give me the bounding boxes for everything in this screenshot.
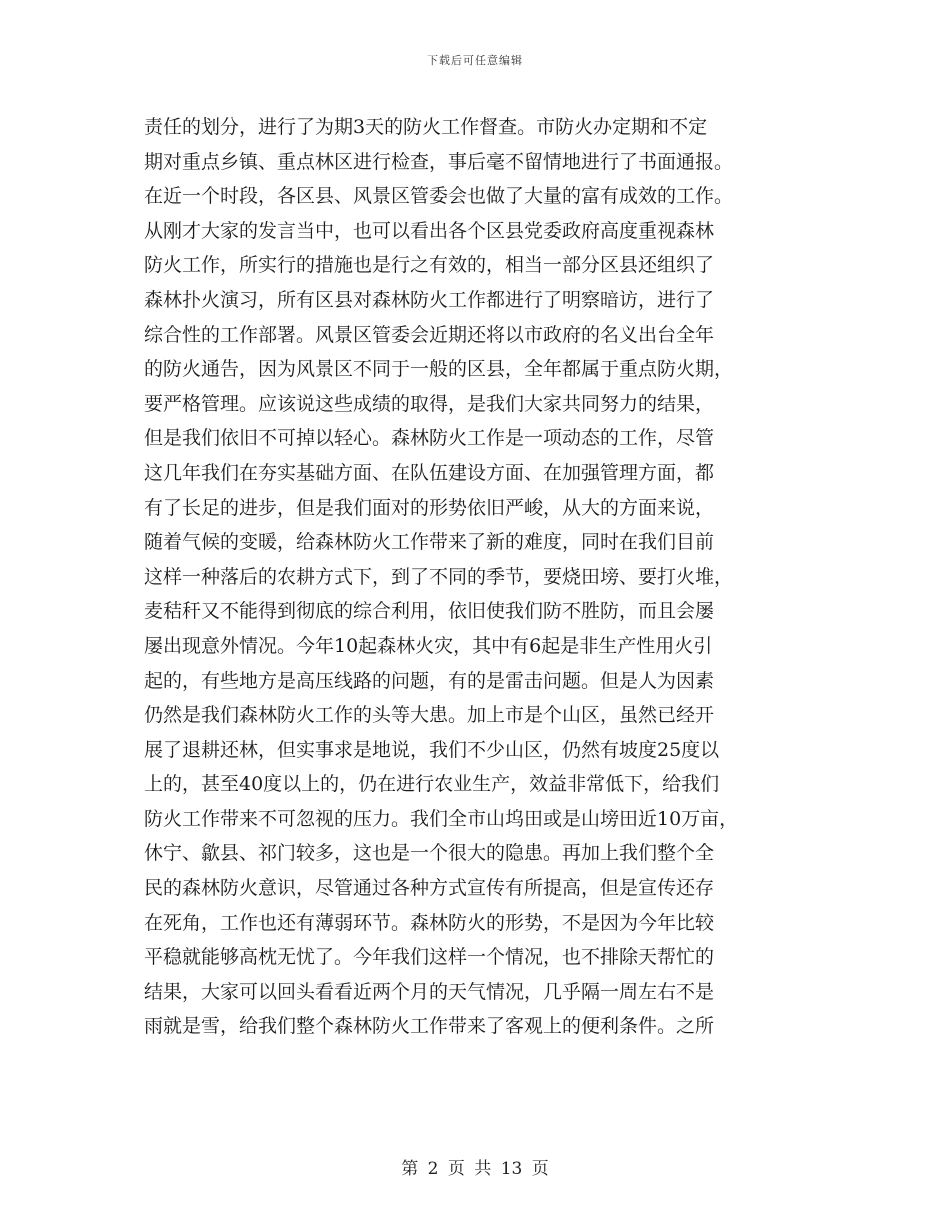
body-line: 休宁、歙县、祁门较多，这也是一个很大的隐患。再加上我们整个全: [144, 842, 715, 865]
page-number-footer: 第 2 页 共 13 页: [401, 1159, 549, 1179]
body-line: 结果，大家可以回头看看近两个月的天气情况，几乎隔一周左右不是: [144, 980, 715, 1003]
page-header: 下载后可任意编辑: [427, 54, 523, 67]
body-line: 随着气候的变暖，给森林防火工作带来了新的难度，同时在我们目前: [144, 531, 715, 554]
body-line: 仍然是我们森林防火工作的头等大患。加上市是个山区，虽然已经开: [144, 704, 715, 727]
body-line: 的防火通告，因为风景区不同于一般的区县，全年都属于重点防火期，: [144, 358, 734, 381]
body-line: 但是我们依旧不可掉以轻心。森林防火工作是一项动态的工作，尽管: [144, 427, 715, 450]
body-line: 麦秸秆又不能得到彻底的综合利用，依旧使我们防不胜防，而且会屡: [144, 600, 715, 623]
body-line: 这几年我们在夯实基础方面、在队伍建设方面、在加强管理方面，都: [144, 461, 715, 484]
body-line: 森林扑火演习，所有区县对森林防火工作都进行了明察暗访，进行了: [144, 288, 715, 311]
body-line: 上的，甚至40度以上的，仍在进行农业生产，效益非常低下，给我们: [144, 773, 720, 796]
body-line: 起的，有些地方是高压线路的问题，有的是雷击问题。但是人为因素: [144, 669, 715, 692]
body-line: 在近一个时段，各区县、风景区管委会也做了大量的富有成效的工作。: [144, 185, 734, 208]
body-line: 从刚才大家的发言当中，也可以看出各个区县党委政府高度重视森林: [144, 219, 715, 242]
body-line: 展了退耕还林，但实事求是地说，我们不少山区，仍然有坡度25度以: [144, 738, 720, 761]
body-line: 在死角，工作也还有薄弱环节。森林防火的形势，不是因为今年比较: [144, 911, 715, 934]
body-line: 有了长足的进步，但是我们面对的形势依旧严峻，从大的方面来说，: [144, 496, 715, 519]
body-line: 民的森林防火意识，尽管通过各种方式宣传有所提高，但是宣传还存: [144, 877, 715, 900]
body-line: 要严格管理。应该说这些成绩的取得，是我们大家共同努力的结果，: [144, 392, 715, 415]
body-line: 期对重点乡镇、重点林区进行检查，事后毫不留情地进行了书面通报。: [144, 150, 734, 173]
body-line: 雨就是雪，给我们整个森林防火工作带来了客观上的便利条件。之所: [144, 1015, 715, 1038]
body-line: 综合性的工作部署。风景区管委会近期还将以市政府的名义出台全年: [144, 323, 715, 346]
body-line: 屡出现意外情况。今年10起森林火灾，其中有6起是非生产性用火引: [144, 634, 713, 657]
body-line: 这样一种落后的农耕方式下，到了不同的季节，要烧田塝、要打火堆，: [144, 565, 734, 588]
body-line: 防火工作，所实行的措施也是行之有效的，相当一部分区县还组织了: [144, 254, 715, 277]
document-body: [144, 110, 824, 1044]
body-line: 平稳就能够高枕无忧了。今年我们这样一个情况，也不排除天帮忙的: [144, 946, 715, 969]
body-line: 责任的划分，进行了为期3天的防火工作督查。市防火办定期和不定: [144, 116, 708, 138]
body-line: 防火工作带来不可忽视的压力。我们全市山坞田或是山塝田近10万亩，: [144, 807, 739, 830]
